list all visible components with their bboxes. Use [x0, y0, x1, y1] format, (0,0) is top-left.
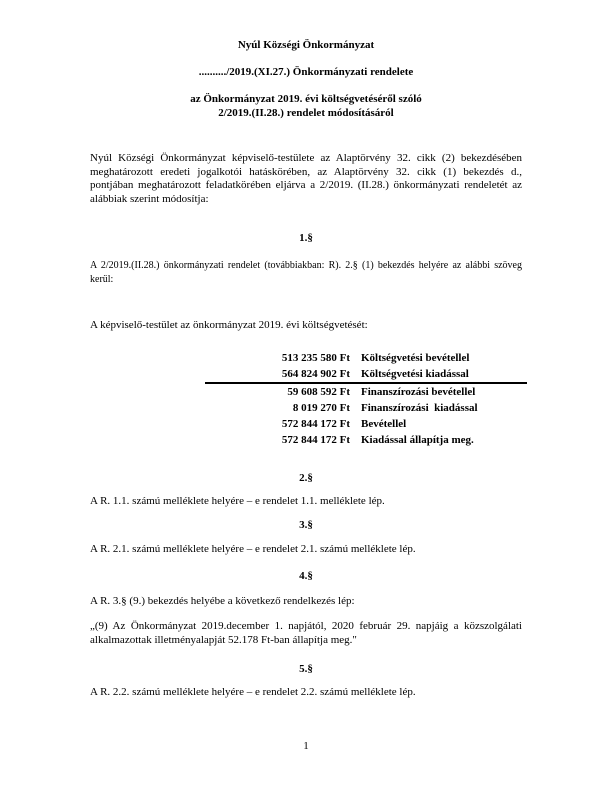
budget-table — [205, 350, 527, 448]
section-5-number: 5.§ — [299, 663, 313, 675]
budget-label: Kiadással állapítja meg. — [361, 434, 474, 446]
budget-label: Bevétellel — [361, 418, 407, 430]
section-4-number: 4.§ — [299, 570, 313, 582]
page-number: 1 — [303, 740, 309, 752]
budget-label: Költségvetési bevétellel — [361, 352, 470, 364]
table-row — [205, 432, 527, 448]
table-row — [205, 384, 527, 400]
budget-amount: 59 608 592 Ft — [287, 386, 350, 398]
section-2-body: A R. 1.1. számú melléklete helyére – e rendelet 1.1. melléklete lép. — [90, 495, 385, 507]
document-title-line3: az Önkormányzat 2019. évi költségvetéséről szóló — [190, 93, 422, 105]
budget-label: Finanszírozási kiadással — [361, 402, 478, 414]
document-title-line4: 2/2019.(II.28.) rendelet módosításáról — [218, 107, 394, 119]
section-5-body: A R. 2.2. számú melléklete helyére – e rendelet 2.2. számú melléklete lép. — [90, 686, 416, 698]
table-row — [205, 350, 527, 366]
budget-amount: 513 235 580 Ft — [281, 352, 350, 364]
table-row-with-sum-divider — [205, 366, 527, 384]
budget-amount: 8 019 270 Ft — [292, 402, 350, 414]
document-title-line2: ........../2019.(XI.27.) Önkormányzati rendelete — [198, 66, 414, 78]
document-title-line1: Nyúl Községi Önkormányzat — [237, 39, 375, 51]
section-1-body: A 2/2019.(II.28.) önkormányzati rendelet (továbbiakban: R). 2.§ (1) bekezdés helyére az alábbi szöveg kerül: — [90, 260, 522, 285]
preamble-paragraph: Nyúl Községi Önkormányzat képviselő-testülete az Alaptörvény 32. cikk (2) bekezdésében meghatározott eredeti jogalkotói hatáskörében, az Alaptörvény 32. cikk (1) bekezdés d., pontjában meghatározott feladatkörében eljárva a 2/2019. (II.28.) önkormányzati rendeletét az alábbiak szerint módosítja: — [90, 152, 522, 205]
table-row — [205, 416, 527, 432]
budget-intro: A képviselő-testület az önkormányzat 2019. évi költségvetését: — [90, 319, 368, 331]
section-2-number: 2.§ — [299, 472, 313, 484]
budget-amount: 564 824 902 Ft — [281, 368, 350, 380]
budget-amount: 572 844 172 Ft — [281, 418, 350, 430]
budget-amount: 572 844 172 Ft — [281, 434, 350, 446]
section-4-quote: „(9) Az Önkormányzat 2019.december 1. napjától, 2020 február 29. napjáig a közszolgálati alkalmazottak illetményalapját 52.178 Ft-ban állapítja meg." — [90, 620, 522, 646]
table-row — [205, 400, 527, 416]
budget-label: Költségvetési kiadással — [361, 368, 469, 380]
section-3-number: 3.§ — [299, 519, 313, 531]
section-1-number: 1.§ — [299, 232, 313, 244]
section-4-body: A R. 3.§ (9.) bekezdés helyébe a következő rendelkezés lép: — [90, 595, 355, 607]
section-3-body: A R. 2.1. számú melléklete helyére – e rendelet 2.1. számú melléklete lép. — [90, 543, 416, 555]
budget-label: Finanszírozási bevétellel — [361, 386, 476, 398]
